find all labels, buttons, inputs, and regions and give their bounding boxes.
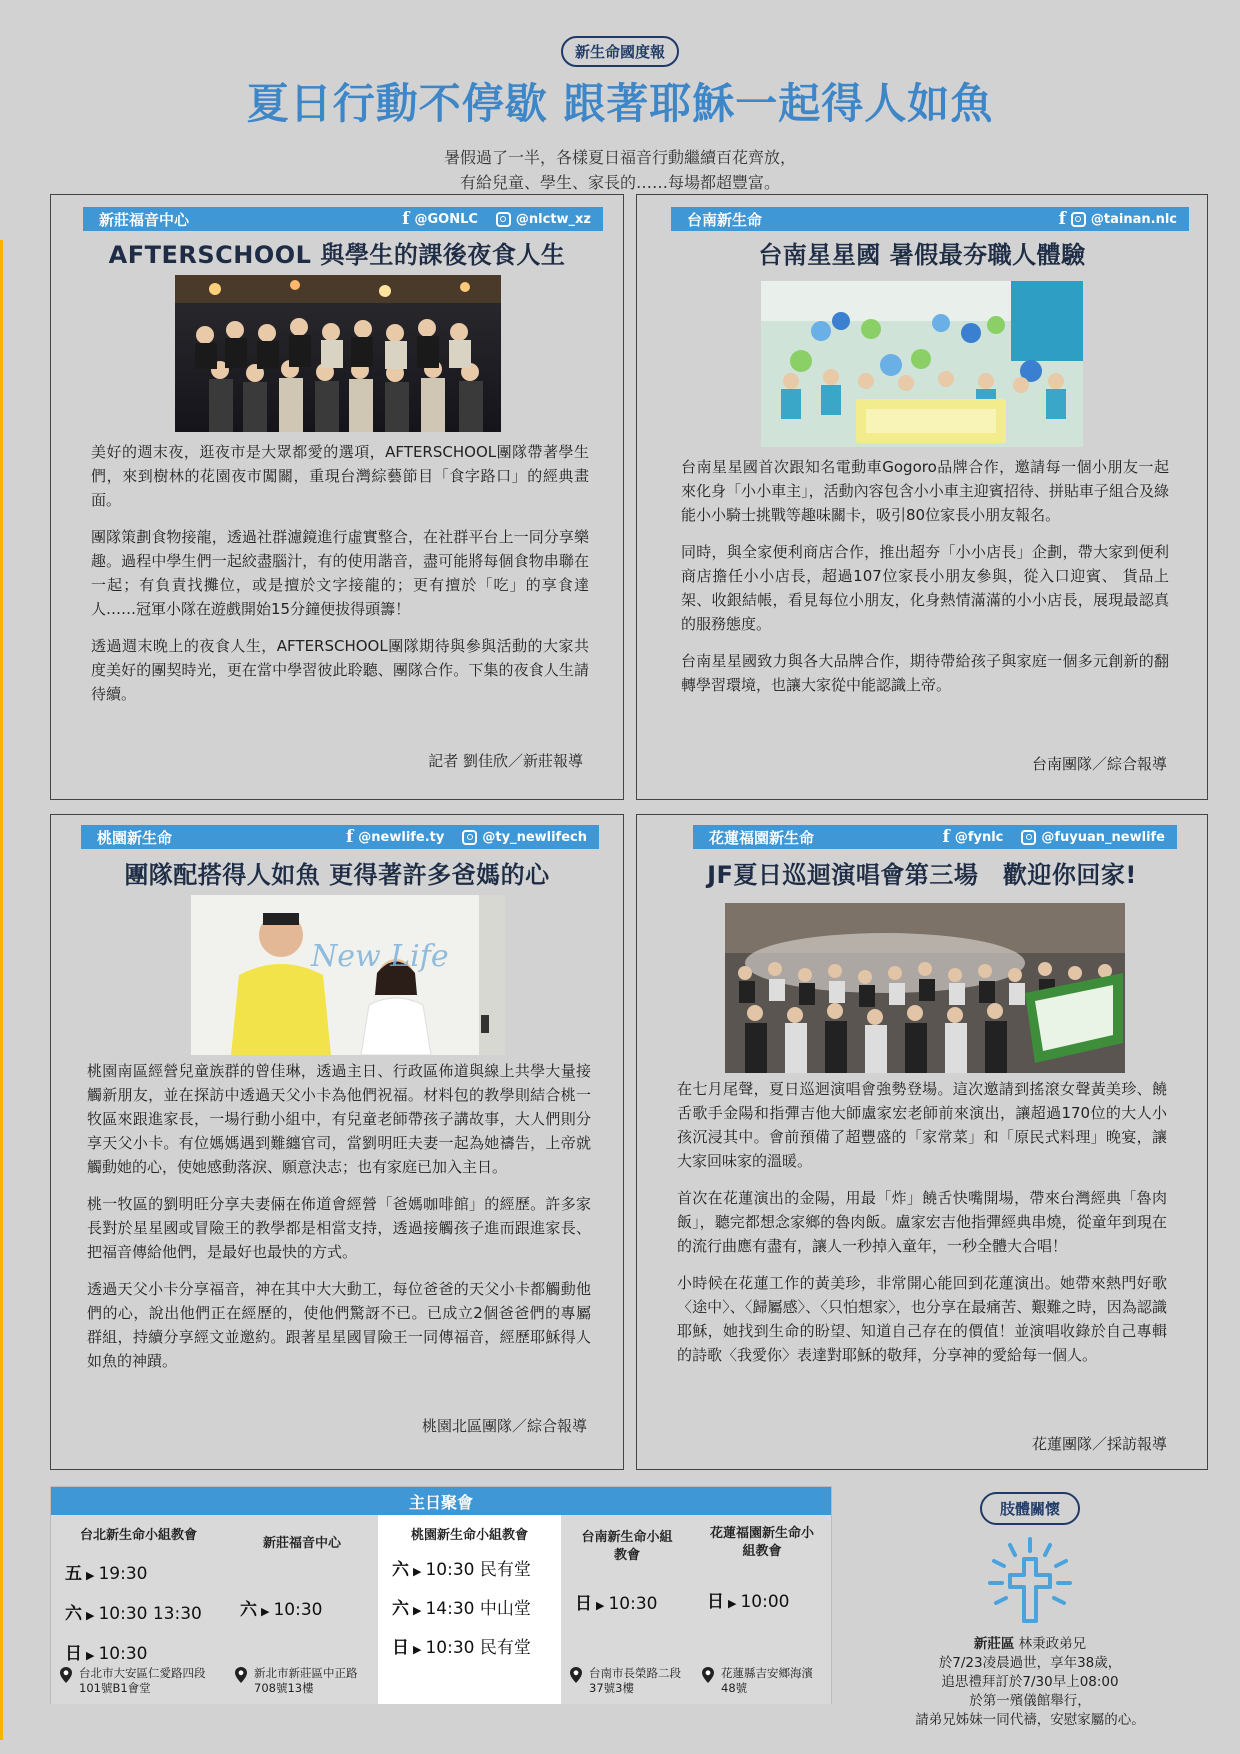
- church-bar: [83, 207, 603, 231]
- article-body: [91, 440, 589, 719]
- instagram-icon: [1071, 212, 1086, 227]
- article-title: JF夏日巡迴演唱會第三場 歡迎你回家!: [707, 861, 1137, 889]
- article-byline: 記者 劉佳欣／新莊報導: [428, 752, 583, 770]
- service-time: 六 ▶ 10:30 民有堂: [392, 1560, 531, 1580]
- facebook-handle: @newlife.ty: [358, 829, 445, 845]
- worship-schedule: [50, 1486, 832, 1704]
- condolence-text: [860, 1635, 1200, 1730]
- article-byline: 花蓮團隊／採訪報導: [1031, 1435, 1167, 1453]
- instagram-link[interactable]: [462, 830, 587, 845]
- article-paragraph: 台南星星國首次跟知名電動車Gogoro品牌合作，邀請每一個小朋友一起來化身「小小車主」，活動內容包含小小車主迎賓招待、拼貼車子組合及綠能小小騎士挑戰等趣味關卡，吸引80位家長小朋友報名。: [681, 458, 1169, 524]
- facebook-link[interactable]: [346, 827, 444, 847]
- service-time: 日 ▶ 10:00: [707, 1592, 790, 1612]
- service-time: 日 ▶ 10:30: [65, 1644, 148, 1664]
- couple-photo: [191, 895, 505, 1055]
- facebook-handle: @fynlc: [954, 829, 1004, 845]
- facebook-icon: f: [942, 827, 950, 847]
- service-time: 五 ▶ 19:30: [65, 1564, 148, 1584]
- instagram-icon: [462, 830, 477, 845]
- article-paragraph: 首次在花蓮演出的金陽，用最「炸」饒舌快嘴開場，帶來台灣經典「魯肉飯」，聽完都想念家鄉的魯肉飯。盧家宏吉他指彈經典串燒，從童年到現在的流行曲應有盡有，讓人一秒掉入童年，一秒全體大合唱！: [677, 1189, 1167, 1255]
- church-name: 新莊福音中心: [99, 210, 190, 229]
- article-paragraph: 在七月尾聲，夏日巡迴演唱會強勢登場。這次邀請到搖滾女聲黃美珍、饒舌歌手金陽和指彈吉他大師盧家宏老師前來演出，讓超過170位的大人小孩沉浸其中。會前預備了超豐盛的「家常菜」和「原民式料理」晚宴，讓大家回味家的溫暖。: [677, 1080, 1167, 1170]
- service-time: 六 ▶ 10:30 13:30: [65, 1604, 202, 1624]
- location-pin-icon: [234, 1666, 248, 1684]
- new-life-sign: New Life: [311, 939, 449, 974]
- article-body: [681, 455, 1169, 710]
- church-name: 花蓮福園新生命: [709, 828, 815, 847]
- couple-photo-art: [191, 895, 505, 1055]
- facebook-handle: @tainan.nlc: [1090, 211, 1177, 227]
- cross-icon: [982, 1535, 1078, 1631]
- newspaper-badge: 新生命國度報: [561, 36, 679, 67]
- service-time: 六 ▶ 14:30 中山堂: [392, 1599, 531, 1619]
- condolence-line: [860, 1635, 1200, 1654]
- kids-event-photo-art: [761, 281, 1083, 447]
- service-time: 日 ▶ 10:30: [575, 1594, 658, 1614]
- edge-strip: [0, 240, 3, 1740]
- intro-line: 有給兒童、學生、家長的……每場都超豐富。: [459, 173, 780, 192]
- article-paragraph: 同時，與全家便利商店合作，推出超夯「小小店長」企劃，帶大家到便利商店擔任小小店長，超過107位家長小朋友參與，從入口迎賓、 貨品上架、收銀結帳，看見每位小朋友，化身熱情滿滿的小小店長，展現最認真的服務態度。: [681, 543, 1169, 633]
- condolence-notice: [860, 1492, 1200, 1730]
- schedule-column-hualien: [693, 1515, 831, 1704]
- article-paragraph: 透過週末晚上的夜食人生，AFTERSCHOOL團隊期待與參與活動的大家共度美好的團契時光，更在當中學習彼此聆聽、團隊合作。下集的夜食人生請待續。: [91, 637, 589, 703]
- concert-crowd-photo: [725, 903, 1125, 1073]
- schedule-column-taoyuan: [378, 1515, 561, 1704]
- page-intro: [0, 145, 1240, 195]
- article-xinzhuang: [50, 194, 624, 800]
- church-bar: [81, 825, 599, 849]
- condolence-line: 於7/23凌晨過世，享年38歲，: [938, 1655, 1122, 1671]
- church-name: 台南新生命小組教會: [581, 1530, 673, 1563]
- church-name: 台南新生命: [687, 210, 763, 229]
- facebook-icon: f: [345, 827, 354, 847]
- church-address: 台南市長榮路二段37號3樓: [569, 1666, 685, 1696]
- church-name: 台北新生命小組教會: [79, 1528, 197, 1543]
- schedule-column-xinzhuang: [226, 1515, 378, 1704]
- service-time: 日 ▶ 10:30 民有堂: [392, 1638, 531, 1658]
- article-title: AFTERSCHOOL 與學生的課後夜食人生: [108, 241, 566, 269]
- location-pin-icon: [569, 1666, 583, 1684]
- instagram-handle: @fuyuan_newlife: [1041, 829, 1165, 845]
- article-paragraph: 桃一牧區的劉明旺分享夫妻倆在佈道會經營「爸媽咖啡館」的經歷。許多家長對於星星國或冒險王的教學都是相當支持，透過接觸孩子進而跟進家長、把福音傳給他們，是最好也最快的方式。: [87, 1195, 591, 1261]
- condolence-line: 於第一殯儀館舉行，: [969, 1693, 1091, 1709]
- cross-icon-art: [982, 1535, 1078, 1631]
- instagram-handle: @nlctw_xz: [515, 211, 591, 227]
- condolence-badge: 肢體關懷: [980, 1492, 1080, 1525]
- concert-crowd-photo-art: [725, 903, 1125, 1073]
- facebook-link[interactable]: [942, 827, 1003, 847]
- church-name: 桃園新生命小組教會: [410, 1528, 528, 1543]
- article-paragraph: 團隊策劃食物接龍，透過社群濾鏡進行虛實整合，在社群平台上一同分享樂趣。過程中學生們一起絞盡腦汁，有的使用諧音，盡可能將每個食物串聯在一起；有負責找攤位，或是擅於文字接龍的；更有擅於「吃」的享食達人……冠軍小隊在遊戲開始15分鐘便拔得頭籌！: [91, 528, 589, 618]
- article-title: 台南星星國 暑假最夯職人體驗: [758, 241, 1086, 269]
- article-body: [677, 1077, 1167, 1380]
- schedule-column-tainan: [561, 1515, 693, 1704]
- intro-line: 暑假過了一半，各樣夏日福音行動繼續百花齊放，: [443, 148, 796, 167]
- social-links: [942, 827, 1165, 847]
- article-paragraph: 桃園南區經營兒童族群的曾佳琳，透過主日、行政區佈道與線上共學大量接觸新朋友，並在探訪中透過天父小卡為他們祝福。材料包的教學則結合桃一牧區來跟進家長，一場行動小組中，有兒童老師帶孩子講故事，大人們則分享天父小卡。有位媽媽遇到難纏官司，當劉明旺夫妻一起為她禱告，上帝就觸動她的心，使她感動落淚、願意決志；也有家庭已加入主日。: [87, 1062, 591, 1176]
- facebook-link[interactable]: [402, 209, 478, 229]
- social-links: [402, 209, 591, 229]
- article-title: 團隊配搭得人如魚 更得著許多爸媽的心: [124, 861, 550, 889]
- page-title: 夏日行動不停歇 跟著耶穌一起得人如魚: [246, 79, 994, 128]
- article-byline: 台南團隊／綜合報導: [1031, 755, 1167, 773]
- location-pin-icon: [59, 1666, 73, 1684]
- church-address: 台北市大安區仁愛路四段101號B1會堂: [59, 1666, 219, 1696]
- article-paragraph: 台南星星國致力與各大品牌合作，期待帶給孩子與家庭一個多元創新的翻轉學習環境，也讓大家從中能認識上帝。: [681, 652, 1169, 694]
- deceased-name: 林秉政弟兄: [1018, 1636, 1087, 1652]
- article-paragraph: 美好的週末夜，逛夜市是大眾都愛的選項，AFTERSCHOOL團隊帶著學生們，來到樹林的花園夜市闖關，重現台灣綜藝節目「食字路口」的經典畫面。: [91, 443, 589, 509]
- condolence-line: 追思禮拜訂於7/30早上08:00: [941, 1674, 1119, 1690]
- facebook-link[interactable]: [1059, 209, 1177, 229]
- instagram-handle: @ty_newlifech: [482, 829, 587, 845]
- instagram-link[interactable]: [496, 212, 591, 227]
- instagram-icon: [1021, 830, 1036, 845]
- article-paragraph: 透過天父小卡分享福音，神在其中大大動工，每位爸爸的天父小卡都觸動他們的心，說出他們正在經歷的，使他們驚訝不已。已成立2個爸爸們的專屬群組，持續分享經文並邀約。跟著星星國冒險王一同傳福音，經歷耶穌得人如魚的神蹟。: [87, 1280, 591, 1370]
- kids-event-photo: [761, 281, 1083, 447]
- article-body: [87, 1059, 591, 1386]
- church-address: 新北市新莊區中正路708號13樓: [234, 1666, 374, 1696]
- church-bar: [693, 825, 1177, 849]
- facebook-icon: f: [1058, 209, 1066, 229]
- church-name: 桃園新生命: [97, 828, 173, 847]
- social-links: [1059, 209, 1177, 229]
- article-paragraph: 小時候在花蓮工作的黃美珍，非常開心能回到花蓮演出。她帶來熱門好歌〈途中〉、〈歸屬感〉、〈只怕想家〉，也分享在最痛苦、艱難之時，因為認識耶穌，她找到生命的盼望、知道自己存在的價值！並演唱收錄於自己專輯的詩歌〈我愛你〉表達對耶穌的敬拜，分享神的愛給每一個人。: [677, 1274, 1167, 1364]
- schedule-column-taipei: [51, 1515, 226, 1704]
- page-header: [0, 36, 1240, 195]
- church-address: 花蓮縣吉安鄉海濱48號: [701, 1666, 817, 1696]
- church-bar: [671, 207, 1189, 231]
- facebook-icon: f: [402, 209, 410, 229]
- instagram-icon: [496, 212, 511, 227]
- article-hualien: [636, 814, 1208, 1470]
- article-taoyuan: [50, 814, 624, 1470]
- church-name: 花蓮福園新生命小組教會: [709, 1526, 814, 1559]
- condolence-line: 請弟兄姊妹一同代禱，安慰家屬的心。: [915, 1712, 1145, 1728]
- instagram-link[interactable]: [1021, 830, 1165, 845]
- service-time: 六 ▶ 10:30: [240, 1600, 323, 1620]
- article-byline: 桃園北區團隊／綜合報導: [421, 1417, 587, 1435]
- location-pin-icon: [701, 1666, 715, 1684]
- church-name: 新莊福音中心: [262, 1536, 341, 1551]
- social-links: [346, 827, 587, 847]
- night-market-photo-art: [175, 275, 501, 432]
- night-market-photo: [175, 275, 501, 432]
- district: 新莊區: [973, 1636, 1015, 1652]
- article-tainan: [636, 194, 1208, 800]
- schedule-title: 主日聚會: [51, 1487, 831, 1515]
- facebook-handle: @GONLC: [414, 211, 478, 227]
